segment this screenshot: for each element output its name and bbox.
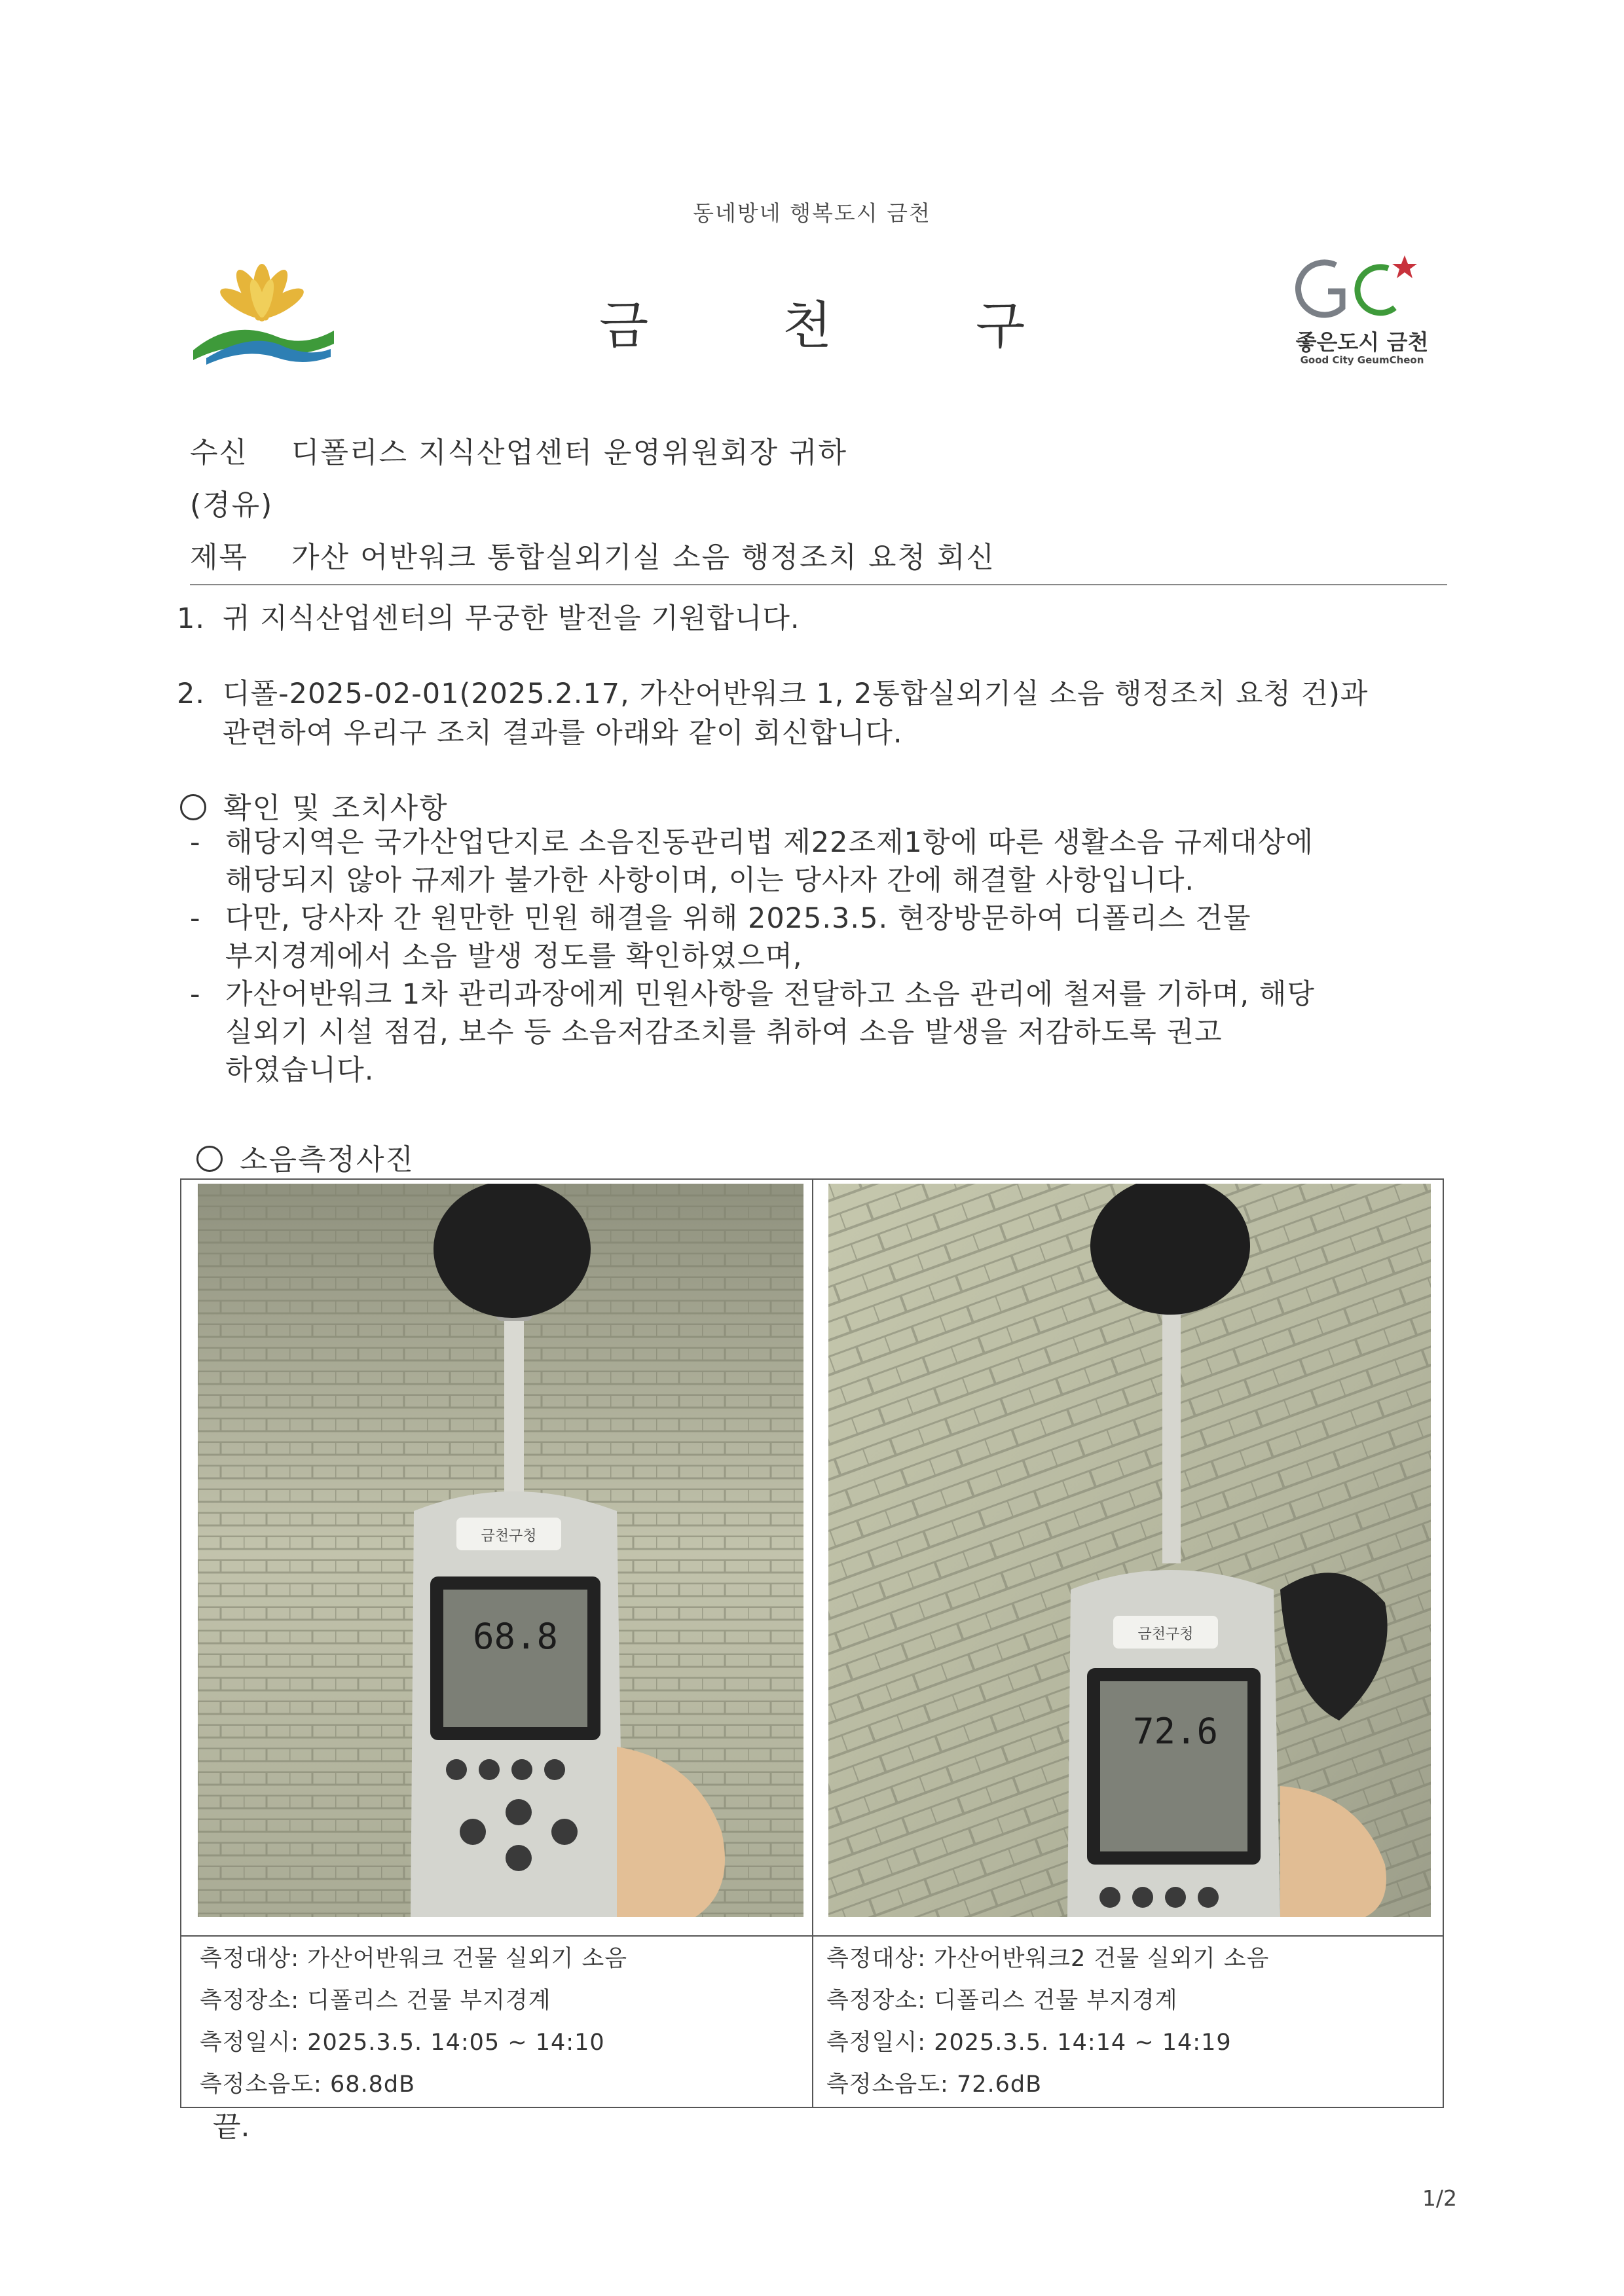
dash-bullet: - bbox=[190, 902, 201, 935]
section-1-item-1 bbox=[190, 824, 1447, 900]
place-value: 디폴리스 건물 부지경계 bbox=[307, 1988, 551, 2014]
paragraph-1-text: 귀 지식산업센터의 무궁한 발전을 기원합니다. bbox=[223, 602, 800, 635]
item-3-line-3: 하였습니다. bbox=[225, 1054, 375, 1087]
recipient-line bbox=[190, 429, 847, 471]
meter-reading-2: 72.6 bbox=[1132, 1711, 1219, 1752]
meter-label-1: 금천구청 bbox=[481, 1528, 537, 1544]
geumcheon-emblem-logo bbox=[187, 252, 337, 367]
subject-value: 가산 어반워크 통합실외기실 소음 행정조치 요청 회신 bbox=[291, 541, 996, 574]
meter-reading-1: 68.8 bbox=[472, 1616, 559, 1657]
level-label: 측정소음도: bbox=[826, 2071, 949, 2098]
item-1-line-2: 해당되지 않아 규제가 불가한 사항이며, 이는 당사자 간에 해결할 사항입니다. bbox=[225, 864, 1195, 897]
photo-2-caption bbox=[826, 1938, 1429, 2105]
good-city-logo bbox=[1283, 252, 1447, 373]
section-2-heading-text: 소음측정사진 bbox=[240, 1143, 415, 1176]
noise-meter-photo-1 bbox=[198, 1184, 803, 1917]
paragraph-1 bbox=[177, 599, 1454, 638]
paragraph-2 bbox=[177, 674, 1454, 753]
paragraph-2-line-2: 관련하여 우리구 조치 결과를 아래와 같이 회신합니다. bbox=[223, 717, 903, 750]
section-1-heading bbox=[180, 784, 449, 826]
level-value: 72.6dB bbox=[956, 2071, 1043, 2098]
place-label: 측정장소: bbox=[826, 1988, 927, 2014]
section-1-heading-text: 확인 및 조치사항 bbox=[223, 792, 449, 825]
end-mark: 끝. bbox=[213, 2110, 250, 2143]
target-value: 가산어반워크2 건물 실외기 소음 bbox=[934, 1946, 1270, 1972]
circle-bullet-icon bbox=[196, 1146, 223, 1172]
dash-bullet: - bbox=[190, 826, 201, 859]
item-3-line-1: 가산어반워크 1차 관리과장에게 민원사항을 전달하고 소음 관리에 철저를 기하며, 해당 bbox=[225, 978, 1315, 1011]
page-number: 1/2 bbox=[1422, 2185, 1457, 2211]
target-label: 측정대상: bbox=[200, 1946, 300, 1972]
org-title-char-2: 천 bbox=[783, 297, 832, 355]
section-2-heading bbox=[196, 1136, 415, 1178]
place-label: 측정장소: bbox=[200, 1988, 300, 2014]
item-3-line-2: 실외기 시설 점검, 보수 등 소음저감조치를 취하여 소음 발생을 저감하도록 권고 bbox=[225, 1016, 1223, 1049]
paragraph-2-number: 2. bbox=[177, 678, 206, 710]
photo-table-divider bbox=[812, 1178, 813, 2108]
meter-label-2: 금천구청 bbox=[1137, 1626, 1194, 1643]
time-label: 측정일시: bbox=[826, 2030, 927, 2056]
level-value: 68.8dB bbox=[329, 2071, 416, 2098]
good-city-logo-subtext: Good City GeumCheon bbox=[1300, 354, 1424, 366]
circle-bullet-icon bbox=[180, 794, 206, 820]
item-2-line-1: 다만, 당사자 간 원만한 민원 해결을 위해 2025.3.5. 현장방문하여 디폴리스 건물 bbox=[225, 902, 1251, 935]
recipient-label: 수신 bbox=[190, 436, 249, 469]
section-1-item-3 bbox=[190, 975, 1447, 1089]
dash-bullet: - bbox=[190, 978, 201, 1011]
item-2-line-2: 부지경계에서 소음 발생 정도를 확인하였으며, bbox=[225, 940, 803, 973]
noise-meter-photo-2 bbox=[828, 1184, 1431, 1917]
via-line: (경유) bbox=[190, 488, 274, 522]
org-title-char-3: 구 bbox=[976, 297, 1025, 355]
target-label: 측정대상: bbox=[826, 1946, 927, 1972]
slogan: 동네방네 행복도시 금천 bbox=[693, 200, 931, 226]
level-label: 측정소음도: bbox=[200, 2071, 322, 2098]
paragraph-1-number: 1. bbox=[177, 602, 206, 635]
time-value: 2025.3.5. 14:05 ~ 14:10 bbox=[307, 2030, 605, 2056]
place-value: 디폴리스 건물 부지경계 bbox=[934, 1988, 1178, 2014]
caption-divider bbox=[180, 1935, 1444, 1937]
time-value: 2025.3.5. 14:14 ~ 14:19 bbox=[934, 2030, 1232, 2056]
time-label: 측정일시: bbox=[200, 2030, 300, 2056]
subject-divider bbox=[190, 584, 1447, 585]
section-1-item-2 bbox=[190, 900, 1447, 975]
recipient-value: 디폴리스 지식산업센터 운영위원회장 귀하 bbox=[291, 436, 848, 469]
target-value: 가산어반워크 건물 실외기 소음 bbox=[307, 1946, 628, 1972]
photo-1-caption bbox=[200, 1938, 802, 2105]
item-1-line-1: 해당지역은 국가산업단지로 소음진동관리법 제22조제1항에 따른 생활소음 규제대상에 bbox=[225, 826, 1314, 859]
gc-mark-icon bbox=[1290, 252, 1434, 324]
subject-label: 제목 bbox=[190, 541, 249, 574]
subject-line bbox=[190, 534, 995, 575]
good-city-logo-text: 좋은도시 금천 bbox=[1295, 329, 1429, 355]
paragraph-2-line-1: 디폴-2025-02-01(2025.2.17, 가산어반워크 1, 2통합실외기실 소음 행정조치 요청 건)과 bbox=[223, 678, 1369, 710]
org-title-char-1: 금 bbox=[599, 297, 649, 355]
